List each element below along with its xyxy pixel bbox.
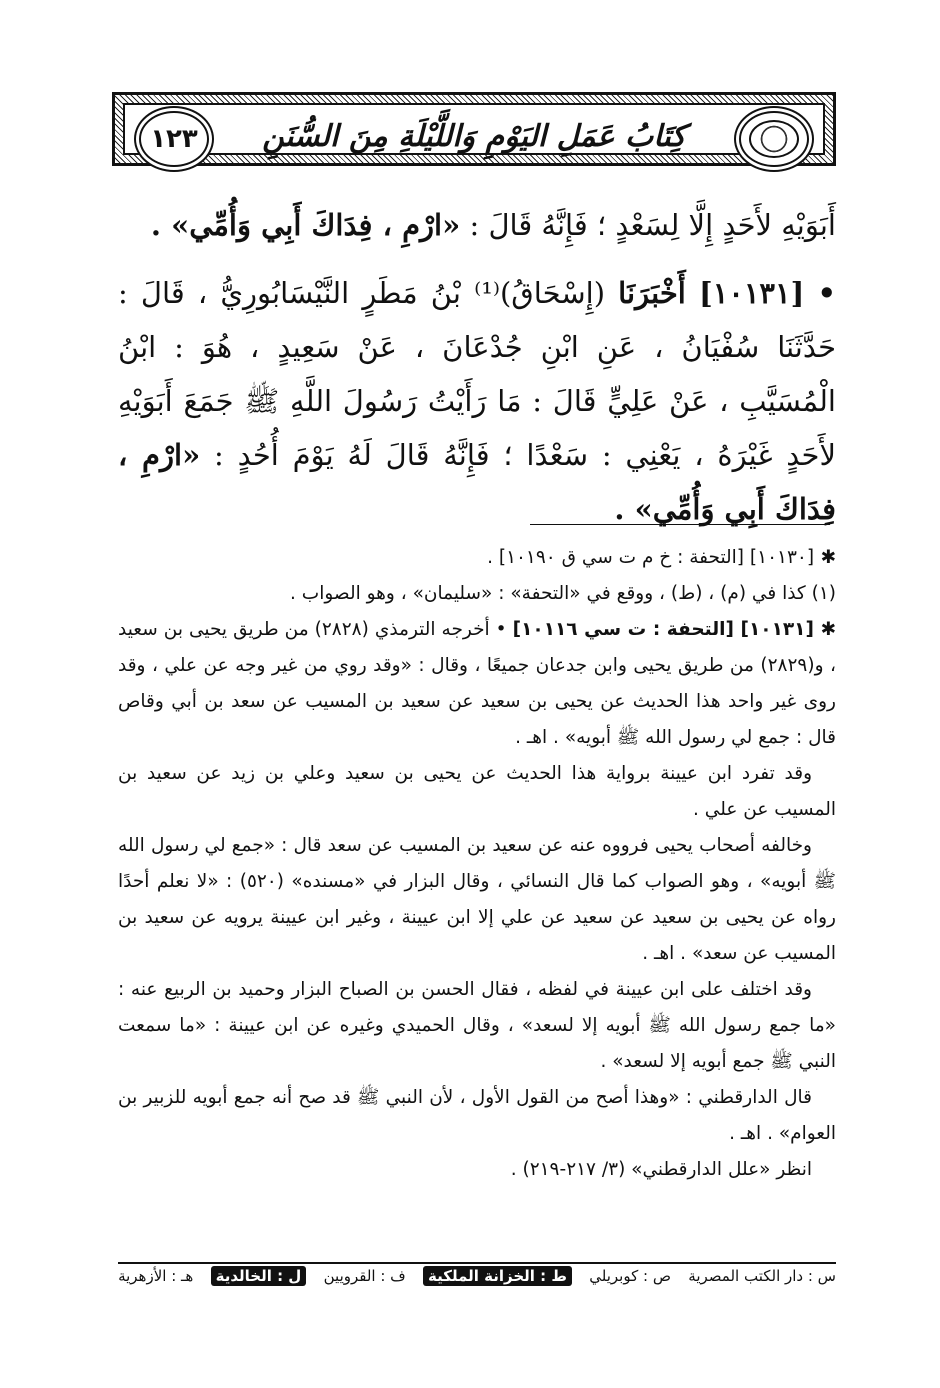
legend-ta: ط : الخزانة الملكية <box>423 1266 572 1286</box>
hadith-quote: «ارْمِ ، فِدَاكَ أَبِي وَأُمِّي» . <box>118 438 836 526</box>
note-10130: ✱ [١٠١٣٠] [التحفة : خ م ت سي ق ١٠١٩٠] . <box>487 547 836 568</box>
note-paragraph-6: انظر «علل الدارقطني» (٣/ ٢١٧-٢١٩) . <box>510 1159 812 1180</box>
note-paragraph-2: وقد تفرد ابن عيينة برواية هذا الحديث عن يحيى بن سعيد وعلي بن زيد عن سعيد بن المسيب عن علي . <box>118 763 836 820</box>
banner-frame <box>123 103 825 155</box>
note-10130-text: [١٠١٣٠] [التحفة : خ م ت سي ق ١٠١٩٠] . <box>487 547 815 568</box>
legend-ha: هـ : الأزهرية <box>118 1267 194 1285</box>
hadith-number: [١٠١٣١] <box>698 276 805 310</box>
page-number-medallion <box>139 111 209 167</box>
footnotes <box>118 540 836 1188</box>
legend-lam: ل : الخالدية <box>211 1266 307 1286</box>
page-number: ١٢٣ <box>150 124 198 154</box>
hadith-10131 <box>118 266 836 536</box>
note-paragraph-4: وقد اختلف على ابن عيينة في لفظه ، فقال الحسن بن الصباح البزار وحميد بن الربيع عنه : «ما جمع رسول الله ﷺ أبويه إلا لسعد» ، وقال الحميدي وغيره عن ابن عيينة : «ما سمعت النبي ﷺ جمع أبويه إلا لسعد» . <box>118 979 836 1072</box>
manuscript-legend <box>118 1266 836 1286</box>
legend-fa: ف : القرويين <box>323 1267 406 1285</box>
page-header-banner <box>112 92 836 166</box>
footnote-separator <box>530 524 830 525</box>
note-paragraph-5: قال الدارقطني : «وهذا أصح من القول الأول ، لأن النبي ﷺ قد صح أنه جمع أبويه للزبير بن العوام» . اهـ . <box>118 1087 836 1144</box>
hadith-akhbarana: أَخْبَرَنَا <box>618 276 686 310</box>
footnote-1: (١) كذا في (م) ، (ط) ، ووقع في «التحفة» : «سليمان» ، وهو الصواب . <box>290 583 836 604</box>
legend-s: س : دار الكتب المصرية <box>688 1267 836 1285</box>
publisher-logo-medallion <box>739 111 809 167</box>
note-paragraph-3: وخالفه أصحاب يحيى فرووه عنه عن سعيد بن المسيب عن سعد قال : «جمع لي رسول الله ﷺ أبويه» ، وهو الصواب كما قال النسائي ، وقال البزار في «مسنده» (٥٢٠) : «لا نعلم أحدًا رواه عن يحيى بن سعيد عن سعيد عن علي إلا ابن عيينة ، وغير ابن عيينة يرويه عن سعيد بن المسيب عن سعد» . اهـ . <box>118 835 837 964</box>
hadith-isnad: (إِسْحَاقُ)⁽¹⁾ بْنُ مَطَرٍ النَّيْسَابُورِيُّ ، قَالَ : حَدَّثَنَا سُفْيَانُ ، عَنِ ابْنِ جُدْعَانَ ، عَنْ سَعِيدٍ ، هُوَ : ابْنُ الْمُسَيَّبِ ، عَنْ عَلِيٍّ قَالَ : مَا رَأَيْتُ رَسُولَ اللَّهِ ﷺ جَمَعَ أَبَوَيْهِ لأَحَدٍ غَيْرَهُ ، يَعْنِي : سَعْدًا ؛ فَإِنَّهُ قَالَ لَهُ يَوْمَ أُحُدٍ : <box>118 276 836 472</box>
hadith-bullet: • <box>817 276 836 310</box>
main-text-continuation <box>118 198 836 252</box>
legend-sad: ص : كوبريلي <box>589 1267 671 1285</box>
note-10131-head: [١٠١٣١] [التحفة : ت سي ١٠١١٦] <box>512 619 814 640</box>
note-10131-body: • أخرجه الترمذي (٢٨٢٨) من طريق يحيى بن سعيد ، و(٢٨٢٩) من طريق يحيى وابن جدعان جميعًا ، وقال : «وقد روي من غير وجه عن علي ، وقد روى غير واحد هذا الحديث عن يحيى بن سعيد عن سعيد بن المسيب عن سعد بن أبي وقاص قال : جمع لي رسول الله ﷺ أبويه» . اهـ . <box>118 619 836 748</box>
book-title: كِتَابُ عَمَلِ اليَوْمِ وَاللَّيْلَةِ مِنَ السُّنَنِ <box>262 118 686 154</box>
continuation-quote: «ارْمِ ، فِدَاكَ أَبِي وَأُمِّي» . <box>150 208 461 242</box>
continuation-text: أَبَوَيْهِ لأَحَدٍ إِلَّا لِسَعْدٍ ؛ فَإِنَّهُ قَالَ : <box>469 208 836 242</box>
note-10131: ✱ [١٠١٣١] [التحفة : ت سي ١٠١١٦] • أخرجه الترمذي (٢٨٢٨) من طريق يحيى بن سعيد ، و(٢٨٢٩) من طريق يحيى وابن جدعان جميعًا ، وقال : «وقد روي من غير وجه عن علي ، وقد روى غير واحد هذا الحديث عن يحيى بن سعيد عن سعيد بن المسيب عن سعد بن أبي وقاص قال : جمع لي رسول الله ﷺ أبويه» . اهـ . <box>118 619 837 748</box>
legend-rule <box>118 1262 836 1264</box>
publisher-logo-icon <box>749 120 799 158</box>
